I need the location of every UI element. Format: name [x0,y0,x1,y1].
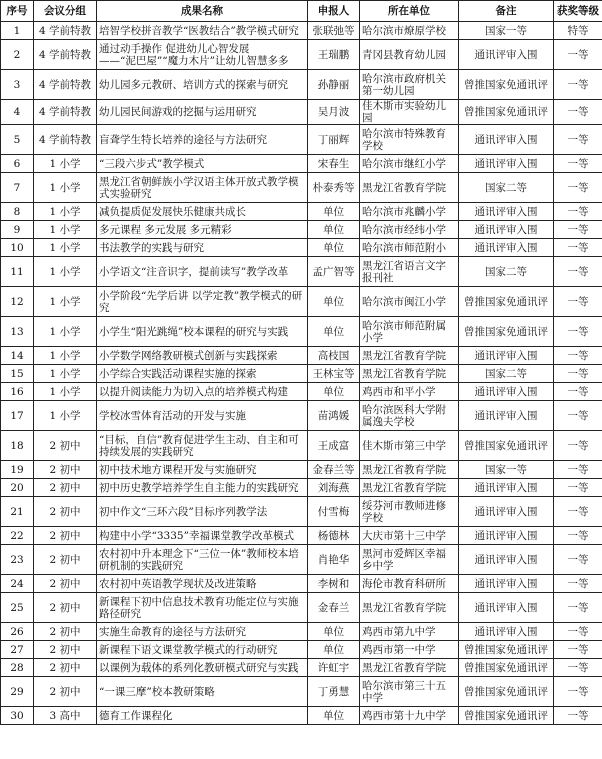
table-row [1,575,602,593]
row-title: 以提升阅读能力为切入点的培养模式构建 [97,383,308,401]
table-row [1,22,602,40]
row-no: 12 [1,287,34,317]
table-row [1,173,602,203]
row-no: 10 [1,239,34,257]
row-award: 一等 [554,461,602,479]
table-row [1,497,602,527]
row-group: 2 初中 [34,677,97,707]
table-row [1,239,602,257]
table-row [1,593,602,623]
table-row [1,203,602,221]
row-award: 一等 [554,203,602,221]
row-unit: 哈尔滨市闽江小学 [360,287,459,317]
row-person: 单位 [308,641,360,659]
row-group: 1 小学 [34,239,97,257]
row-unit: 大庆市第十三中学 [360,527,459,545]
header-group: 会议分组 [34,1,97,22]
row-award: 一等 [554,659,602,677]
table-row [1,677,602,707]
row-unit: 黑龙江省教育学院 [360,479,459,497]
row-unit: 佳木斯市实验幼儿园 [360,100,459,125]
row-no: 29 [1,677,34,707]
row-no: 20 [1,479,34,497]
row-award: 一等 [554,593,602,623]
row-group: 4 学前特教 [34,22,97,40]
row-unit: 黑龙江省教育学院 [360,593,459,623]
row-award: 一等 [554,383,602,401]
row-person: 刘海燕 [308,479,360,497]
row-group: 4 学前特教 [34,125,97,155]
row-unit: 青冈县教育幼儿园 [360,40,459,70]
row-no: 25 [1,593,34,623]
row-note: 曾推国家免通讯评 [459,100,554,125]
row-group: 4 学前特教 [34,100,97,125]
table-row [1,527,602,545]
row-group: 1 小学 [34,401,97,431]
row-award: 一等 [554,545,602,575]
row-person: 孙静丽 [308,70,360,100]
row-person: 王成富 [308,431,360,461]
row-group: 1 小学 [34,347,97,365]
row-title: 多元课程 多元发展 多元精彩 [97,221,308,239]
row-no: 27 [1,641,34,659]
row-title: “目标，自信”教育促进学生主动、自主和可持续发展的实践研究 [97,431,308,461]
row-title: 构建中小学“3335”幸福课堂教学改革模式 [97,527,308,545]
row-award: 一等 [554,317,602,347]
row-note: 通讯评审入围 [459,347,554,365]
row-title: 实施生命教育的途径与方法研究 [97,623,308,641]
row-group: 1 小学 [34,383,97,401]
row-group: 2 初中 [34,431,97,461]
row-no: 19 [1,461,34,479]
row-person: 金春兰等 [308,461,360,479]
row-unit: 哈尔滨市燎原学校 [360,22,459,40]
row-title: 初中技术地方课程开发与实施研究 [97,461,308,479]
row-award: 一等 [554,431,602,461]
row-title: 小学数学网络教研模式创新与实践探索 [97,347,308,365]
row-unit: 黑河市爱辉区幸福乡中学 [360,545,459,575]
row-note: 曾推国家免通讯评 [459,70,554,100]
row-person: 李树和 [308,575,360,593]
row-person: 许虹宇 [308,659,360,677]
row-unit: 黑龙江省教育学院 [360,173,459,203]
row-group: 1 小学 [34,155,97,173]
row-no: 11 [1,257,34,287]
row-title: 通过动手操作 促进幼儿心智发展 ——“泥巴屋”“魔力木片”让幼儿智慧多多 [97,40,308,70]
row-no: 17 [1,401,34,431]
table-row [1,257,602,287]
row-unit: 哈尔滨市政府机关第一幼儿园 [360,70,459,100]
row-note: 曾推国家免通讯评 [459,431,554,461]
header-note: 备注 [459,1,554,22]
row-note: 通讯评审入围 [459,155,554,173]
row-group: 1 小学 [34,173,97,203]
row-person: 吴月波 [308,100,360,125]
row-no: 7 [1,173,34,203]
row-title: 初中作文“三环六段”目标序列教学法 [97,497,308,527]
row-title: 减负提质促发展快乐健康共成长 [97,203,308,221]
row-unit: 哈尔滨医科大学附属逸夫学校 [360,401,459,431]
row-unit: 鸡西市第十九中学 [360,707,459,725]
row-award: 一等 [554,479,602,497]
row-group: 2 初中 [34,461,97,479]
row-note: 通讯评审入围 [459,40,554,70]
row-person: 孟广智等 [308,257,360,287]
row-award: 一等 [554,173,602,203]
row-title: 黑龙江省朝鲜族小学汉语主体开放式教学模式实验研究 [97,173,308,203]
row-award: 一等 [554,155,602,173]
row-award: 一等 [554,623,602,641]
table-row [1,100,602,125]
row-person: 单位 [308,317,360,347]
row-no: 15 [1,365,34,383]
row-person: 高枝国 [308,347,360,365]
row-unit: 鸡西市和平小学 [360,383,459,401]
table-row [1,545,602,575]
row-note: 国家二等 [459,173,554,203]
row-title: 小学综合实践活动课程实施的探索 [97,365,308,383]
row-unit: 哈尔滨市兆麟小学 [360,203,459,221]
row-group: 3 高中 [34,707,97,725]
row-person: 朴泰秀等 [308,173,360,203]
row-note: 国家一等 [459,22,554,40]
row-person: 金春兰 [308,593,360,623]
row-unit: 黑龙江省教育学院 [360,659,459,677]
row-award: 一等 [554,40,602,70]
row-title: 小学生“阳光跳绳”校本课程的研究与实践 [97,317,308,347]
row-person: 丁勇慧 [308,677,360,707]
table-row [1,383,602,401]
row-unit: 黑龙江省教育学院 [360,365,459,383]
table-row [1,401,602,431]
row-unit: 哈尔滨市特殊教育学校 [360,125,459,155]
row-award: 一等 [554,257,602,287]
row-person: 肖艳华 [308,545,360,575]
row-note: 通讯评审入围 [459,383,554,401]
table-row [1,221,602,239]
row-no: 9 [1,221,34,239]
row-title: 幼儿园多元教研、培训方式的探索与研究 [97,70,308,100]
row-note: 通讯评审入围 [459,623,554,641]
header-award: 获奖等级 [554,1,602,22]
table-row [1,155,602,173]
row-unit: 佳木斯市第三中学 [360,431,459,461]
header-unit: 所在单位 [360,1,459,22]
row-no: 26 [1,623,34,641]
row-note: 国家二等 [459,257,554,287]
row-unit: 哈尔滨市师范附小 [360,239,459,257]
row-award: 一等 [554,365,602,383]
row-award: 一等 [554,70,602,100]
row-title: 德育工作课程化 [97,707,308,725]
row-title: 新课程下语文课堂教学模式的行动研究 [97,641,308,659]
table-row [1,659,602,677]
row-person: 单位 [308,383,360,401]
row-unit: 黑龙江省教育学院 [360,461,459,479]
table-row [1,623,602,641]
row-group: 2 初中 [34,575,97,593]
row-group: 1 小学 [34,287,97,317]
row-group: 1 小学 [34,221,97,239]
row-award: 一等 [554,527,602,545]
row-no: 13 [1,317,34,347]
row-no: 4 [1,100,34,125]
row-award: 一等 [554,401,602,431]
row-person: 宋春生 [308,155,360,173]
row-unit: 海伦市教育科研所 [360,575,459,593]
header-row [1,1,602,22]
row-note: 国家二等 [459,365,554,383]
row-note: 通讯评审入围 [459,527,554,545]
table-row [1,287,602,317]
row-note: 通讯评审入围 [459,479,554,497]
row-person: 单位 [308,221,360,239]
row-no: 14 [1,347,34,365]
row-person: 王瑞鹏 [308,40,360,70]
row-person: 杨德林 [308,527,360,545]
row-unit: 绥芬河市教师进修学校 [360,497,459,527]
row-unit: 黑龙江省教育学院 [360,347,459,365]
row-no: 18 [1,431,34,461]
row-person: 张联弛等 [308,22,360,40]
row-group: 2 初中 [34,593,97,623]
row-no: 28 [1,659,34,677]
row-group: 1 小学 [34,203,97,221]
row-note: 曾推国家免通讯评 [459,317,554,347]
row-title: 以课例为载体的系列化教研模式研究与实践 [97,659,308,677]
row-award: 一等 [554,707,602,725]
row-title: 幼儿园民间游戏的挖掘与运用研究 [97,100,308,125]
row-award: 一等 [554,575,602,593]
row-group: 2 初中 [34,479,97,497]
row-title: 农村初中英语教学现状及改进策略 [97,575,308,593]
row-group: 2 初中 [34,641,97,659]
table-row [1,70,602,100]
row-title: 小学语文“注音识字，提前读写”教学改革 [97,257,308,287]
table-row [1,461,602,479]
row-note: 通讯评审入围 [459,125,554,155]
row-award: 一等 [554,221,602,239]
row-person: 丁丽辉 [308,125,360,155]
row-group: 1 小学 [34,365,97,383]
table-row [1,317,602,347]
row-unit: 鸡西市第一中学 [360,641,459,659]
row-note: 通讯评审入围 [459,401,554,431]
row-person: 单位 [308,623,360,641]
row-award: 一等 [554,641,602,659]
row-title: 农村初中升本理念下“三位一体”教师校本培研机制的实践研究 [97,545,308,575]
row-no: 16 [1,383,34,401]
row-no: 3 [1,70,34,100]
row-group: 1 小学 [34,317,97,347]
row-group: 2 初中 [34,545,97,575]
row-award: 一等 [554,677,602,707]
table-row [1,641,602,659]
row-group: 4 学前特教 [34,70,97,100]
row-no: 1 [1,22,34,40]
row-no: 30 [1,707,34,725]
row-note: 曾推国家免通讯评 [459,641,554,659]
table-row [1,707,602,725]
row-note: 通讯评审入围 [459,545,554,575]
row-note: 曾推国家免通讯评 [459,287,554,317]
row-title: 初中历史教学培养学生自主能力的实践研究 [97,479,308,497]
row-note: 曾推国家免通讯评 [459,659,554,677]
row-award: 一等 [554,497,602,527]
row-award: 一等 [554,100,602,125]
row-no: 6 [1,155,34,173]
row-note: 通讯评审入围 [459,497,554,527]
table-row [1,431,602,461]
row-person: 付雪梅 [308,497,360,527]
row-title: 盲聋学生特长培养的途径与方法研究 [97,125,308,155]
header-person: 申报人 [308,1,360,22]
row-title: 小学阶段“先学后讲 以学定教”教学模式的研究 [97,287,308,317]
table-row [1,347,602,365]
row-unit: 哈尔滨市师范附属小学 [360,317,459,347]
row-group: 1 小学 [34,257,97,287]
row-award: 一等 [554,347,602,365]
row-note: 通讯评审入围 [459,575,554,593]
table-row [1,125,602,155]
row-unit: 鸡西市第九中学 [360,623,459,641]
row-note: 国家一等 [459,461,554,479]
row-title: “三段六步式”教学模式 [97,155,308,173]
row-award: 一等 [554,239,602,257]
header-title: 成果名称 [97,1,308,22]
row-no: 22 [1,527,34,545]
row-no: 5 [1,125,34,155]
row-unit: 哈尔滨市继红小学 [360,155,459,173]
row-award: 特等 [554,22,602,40]
row-no: 2 [1,40,34,70]
row-person: 苗鸿媛 [308,401,360,431]
row-group: 4 学前特教 [34,40,97,70]
row-unit: 黑龙江省语言文字报刊社 [360,257,459,287]
row-note: 曾推国家免通讯评 [459,677,554,707]
row-group: 2 初中 [34,527,97,545]
row-no: 21 [1,497,34,527]
row-title: 学校冰雪体育活动的开发与实施 [97,401,308,431]
row-no: 24 [1,575,34,593]
header-no: 序号 [1,1,34,22]
table-body [1,22,602,725]
row-note: 通讯评审入围 [459,593,554,623]
row-note: 通讯评审入围 [459,239,554,257]
row-note: 通讯评审入围 [459,221,554,239]
row-title: “一课三摩”校本教研策略 [97,677,308,707]
table-row [1,40,602,70]
row-unit: 哈尔滨市经纬小学 [360,221,459,239]
row-group: 2 初中 [34,659,97,677]
table-row [1,479,602,497]
row-title: 新课程下初中信息技术教育功能定位与实施路径研究 [97,593,308,623]
row-no: 23 [1,545,34,575]
row-group: 2 初中 [34,623,97,641]
row-note: 曾推国家免通讯评 [459,707,554,725]
row-title: 培智学校拼音教学“医教结合”教学模式研究 [97,22,308,40]
row-no: 8 [1,203,34,221]
row-person: 王林宝等 [308,365,360,383]
row-award: 一等 [554,287,602,317]
row-award: 一等 [554,125,602,155]
row-unit: 哈尔滨市第三十五中学 [360,677,459,707]
table-row [1,365,602,383]
row-person: 单位 [308,707,360,725]
row-person: 单位 [308,239,360,257]
row-title: 书法教学的实践与研究 [97,239,308,257]
row-group: 2 初中 [34,497,97,527]
row-note: 通讯评审入围 [459,203,554,221]
row-person: 单位 [308,287,360,317]
row-person: 单位 [308,203,360,221]
